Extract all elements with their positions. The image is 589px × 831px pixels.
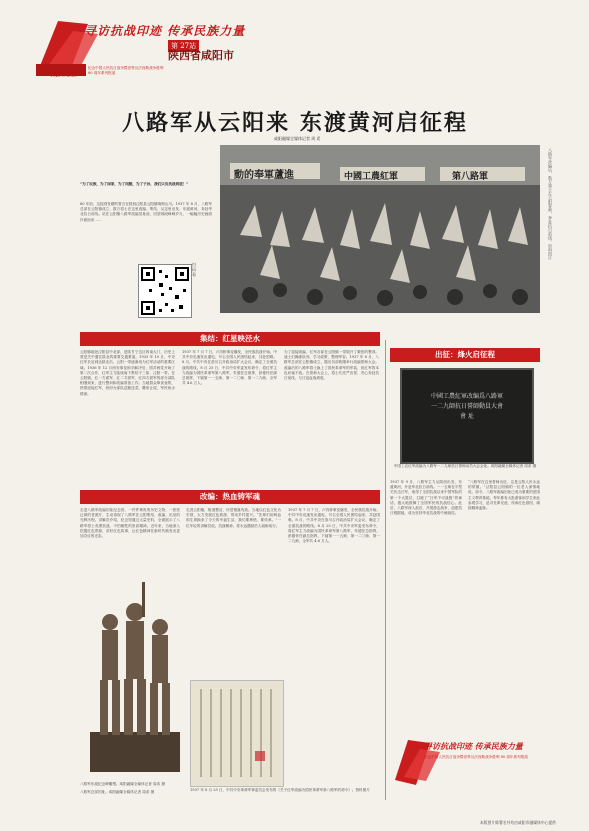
plaque-line-2: 一二九師抗日誓師動員大會 <box>430 403 503 410</box>
plaque-photo <box>400 368 534 464</box>
statue-caption: 八路军东渡纪念碑雕塑。咸阳融媒全媒体记者 周希 摄 <box>80 782 165 786</box>
banner-text-1: 動的奉軍蘆進 <box>234 170 294 181</box>
body-col-2b: 1937 年 7 月 7 日，卢沟桥事变爆发，全民族抗战开始。中共中央迅速发出通电，号召全国人民团结起来，共赴国难。8 月，中共中央在洛川召开政治局扩大会议，确定了全面抗战的路线。8 月 25 日，中共中央军委发布命令，将红军主力改编为国民革命军第八路军，朱德任总指挥，彭德怀任副总指挥，下辖第一一五师、第一二〇师、第一二九师，全军共 4.6 万人。 <box>288 508 380 544</box>
column-divider <box>385 340 386 800</box>
plaque-caption: 中国工农红军改编为八路军一二九师抗日誓师动员大会会址。咸阳融媒全媒体记者 周希 摄 <box>393 464 537 468</box>
qr-code[interactable] <box>138 264 192 318</box>
statue-image <box>80 572 188 780</box>
section-title-reform: 改编：热血铸军魂 <box>200 492 260 501</box>
body-col-2: 1937 年 7 月 7 日，卢沟桥事变爆发，全民族抗战开始。中共中央迅速发出通电，号召全国人民团结起来，共赴国难。8 月，中共中央在洛川召开政治局扩大会议，确定了全面抗战的路线。8 月 25 日，中共中央军委发布命令，将红军主力改编为国民革命军第八路军，朱德任总指挥，彭德怀任副总指挥，下辖第一一五师、第一二〇师、第一二九师，全军共 4.6 万人。 <box>182 350 277 386</box>
statue-caption-2: 八路军总部旧址。咸阳融媒全媒体记者 周希 摄 <box>80 790 155 794</box>
masthead <box>10 6 580 98</box>
qr-code-icon <box>139 265 191 317</box>
footer-logo-sub: 纪念中国人民抗日战争暨世界反法西斯战争胜利 80 周年系列报道 <box>424 755 528 759</box>
byline: 咸阳融媒全媒体记者 周 希 <box>274 136 321 141</box>
series-place: 陕西省咸阳市 <box>168 49 234 62</box>
intro-quote: “为了民族，为了国家，为了同胞，为了子孙，我们只有抗战到底！” <box>80 182 189 186</box>
section-header-reform <box>80 490 380 504</box>
footer-note: 本版图片除署名外均由咸阳市融媒体中心提供 <box>480 820 556 825</box>
headline: 八路军从云阳来 东渡黄河启征程 <box>122 111 468 136</box>
body-col-4: 1937 年 9 月，八路军主力从陕西出发，东渡黄河，开赴华北抗日前线。一一五师在平型关伏击日军，取得了全国抗战以来中国军队的第一个大胜仗，打破了“日军不可战胜”的神话，极大地鼓舞了全国军民的抗战信心。此后，八路军深入敌后，开展游击战争，创建抗日根据地，成为坚持华北抗战的中流砥柱。 <box>390 480 462 516</box>
intro-text: 80 年前，这振聋发聩的誓言在陕西泾阳县云阳镇响彻山川。1937 年 8 月，八路军总部在云阳镇成立，数万将士在这里改编、集结，从这里出发，东渡黄河，奔赴华北抗日前线。站在云阳镇八路军改编旧址前，回望那段峥嵘岁月，一幅幅历史画面扑面而来…… <box>80 202 212 222</box>
series-tag: 第 27站 <box>168 40 199 52</box>
series-logo-title: 寻访抗战印迹 传承民族力量 <box>84 24 246 38</box>
section-title-depart: 出征：烽火启征程 <box>435 350 495 359</box>
main-photo <box>220 145 540 313</box>
section-title-gather: 集结：红星映泾水 <box>200 334 260 343</box>
document-photo <box>190 680 284 787</box>
banner-text-3: 第八路軍 <box>452 172 489 182</box>
banner-text-2: 中國工農紅軍 <box>344 172 399 182</box>
body-col-3: 为了迎接改编，红军各部在云阳镇一带展开了紧张的整训。战士们操练队列、学习政策，整理军容。1937 年 8 月，八路军总部在云阳镇成立，随后各部相继举行改编誓师大会。改编后的八路军将士换上了国民革命军的军装，但红军的本色丝毫不改。在誓师大会上，将士们庄严宣誓，决心奔赴抗日前线，与日寇血战到底。 <box>284 350 379 381</box>
series-subtitle: 纪念中国人民抗日战争暨世界反法西斯战争胜利 80 周年系列报道 <box>88 66 164 75</box>
body-col-5: “八路军在这里誓师出征，这是云阳人民永远的骄傲。”泾阳县云阳镇的一位老人深情地说。如今，八路军改编旧址已成为重要的爱国主义教育基地，每年都有大批游客和学生来此参观学习，追寻先辈足迹，传承红色基因，赓续精神血脉。 <box>468 480 540 511</box>
document-caption: 1937 年 8 月 25 日，中共中央革命军事委员会发布的《关于红军改编为国民革命军第八路军的命令》。资料图片 <box>190 788 370 792</box>
body-col-1: 云阳镇地处泾阳县中北部，是陕甘宁边区的南大门，历史上曾是关中通往陕北的重要交通要道。1935 年 10 月，中央红军长征到达陕北后，云阳一带逐渐成为红军活动的重要区域。1936 年 12 月西安事变和平解决后，国共两党开始了第二次合作，红军主力陆续南下集结于三原、泾阳一带。在云阳镇，红一方面军、红二方面军、红四方面军的部分部队相继到来，进行整训和改编准备工作。当地群众箪食壶浆，热情迎接红军，纷纷为部队送粮送菜、腾房让屋，军民鱼水情深。 <box>80 350 175 396</box>
series-years: 1945 — 2025 <box>50 73 77 78</box>
body-col-7: 走进云阳镇，街道整洁，民居错落有致。当地以红色文化为引领，大力发展红色旅游，带动乡村振兴。“先辈们用鲜血和生命换来了今天的幸福生活，我们要珍惜、要传承。”一位年轻的讲解员说。抗战精神，将永远激励后人砥砺前行。 <box>186 508 281 528</box>
footer-logo-block <box>390 735 540 795</box>
section-header-gather <box>80 332 380 346</box>
body-col-6: 走进八路军改编旧址纪念馆，一件件珍贵的历史文物、一张张泛黄的老照片，生动再现了八路军在云阳集结、改编、出征的光辉历程。讲解员介绍，纪念馆通过大量史料，全面展示了八路军将士英勇抗战、不怕牺牲的崇高精神。近年来，当地深入挖掘红色资源，讲好红色故事，让红色精神在新时代焕发出更加夺目的光彩。 <box>80 508 180 539</box>
photo-side-caption: 八路军改编后，数万将士在云阳誓师，奔赴抗日前线。资料图片 <box>548 148 553 260</box>
historical-document-image <box>191 681 283 786</box>
section-header-depart <box>390 348 540 362</box>
plaque-line-3: 會 址 <box>460 413 474 420</box>
footer-logo-title: 寻访抗战印迹 传承民族力量 <box>424 741 523 751</box>
qr-label: 扫码看 <box>192 262 196 277</box>
statue-photo <box>80 572 188 780</box>
plaque-line-1: 中國工農紅軍改编爲八路軍 <box>430 393 503 400</box>
